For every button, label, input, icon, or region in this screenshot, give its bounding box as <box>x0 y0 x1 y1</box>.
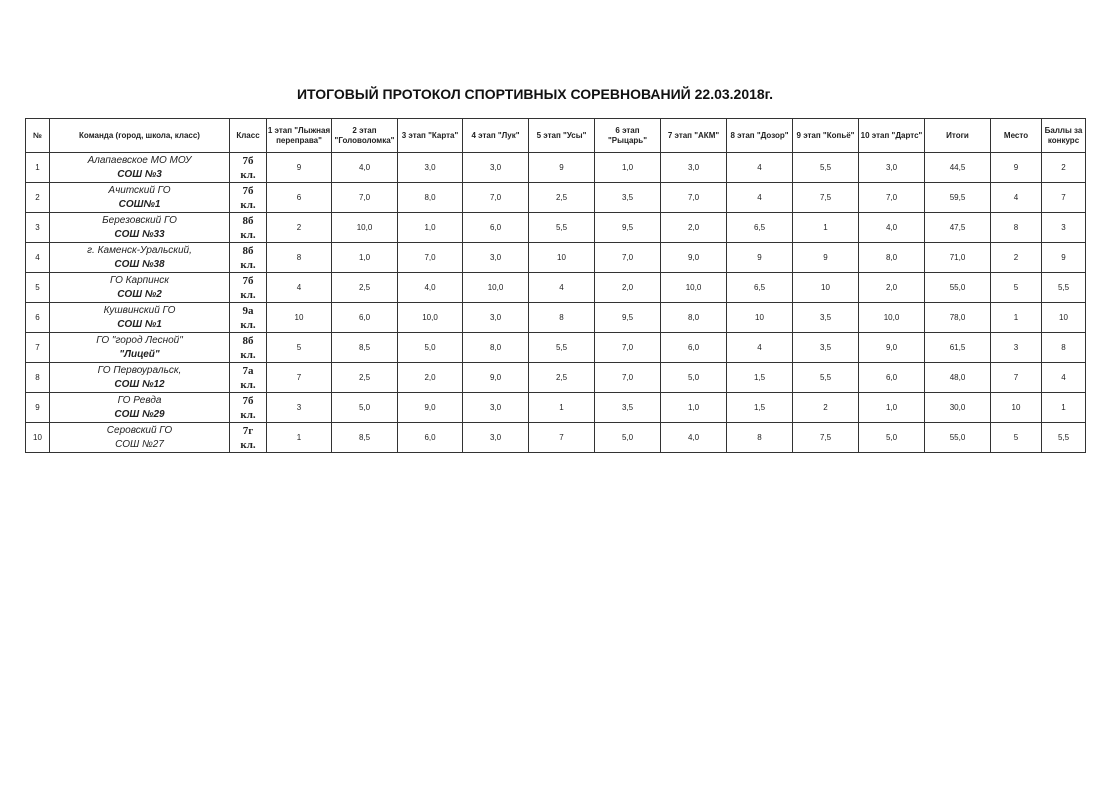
class-suffix: кл. <box>240 408 256 421</box>
score-cell: 1 <box>529 393 595 423</box>
score-cell: 3 <box>1042 213 1086 243</box>
score-cell: 9 <box>793 243 859 273</box>
score-cell: 10 <box>991 393 1042 423</box>
score-cell: 8,5 <box>332 333 398 363</box>
score-cell: 1 <box>991 303 1042 333</box>
score-cell: 1,0 <box>661 393 727 423</box>
score-cell: 2 <box>1042 153 1086 183</box>
score-cell: 9 <box>529 153 595 183</box>
score-cell: 78,0 <box>925 303 991 333</box>
score-cell: 10,0 <box>332 213 398 243</box>
score-cell: 3,0 <box>463 153 529 183</box>
score-cell: 3,5 <box>793 333 859 363</box>
column-header: Место <box>991 119 1042 153</box>
score-cell: 5,5 <box>793 363 859 393</box>
score-cell: 6 <box>267 183 332 213</box>
class-suffix: кл. <box>240 258 256 271</box>
team-city: Серовский ГО <box>106 424 173 436</box>
score-cell: 3 <box>267 393 332 423</box>
class-suffix: кл. <box>240 348 256 361</box>
class-value: 8б <box>242 214 254 227</box>
score-cell: 5,5 <box>529 213 595 243</box>
team-cell <box>50 333 230 363</box>
score-cell: 3,0 <box>463 243 529 273</box>
score-cell: 7,5 <box>793 183 859 213</box>
score-cell: 8 <box>529 303 595 333</box>
score-cell: 7 <box>1042 183 1086 213</box>
column-header: Баллы за конкурс <box>1042 119 1086 153</box>
team-school: СОШ№1 <box>118 198 161 210</box>
score-cell: 3,0 <box>859 153 925 183</box>
score-cell: 61,5 <box>925 333 991 363</box>
class-value: 7б <box>242 394 254 407</box>
score-cell: 8,0 <box>398 183 463 213</box>
score-cell: 6,0 <box>332 303 398 333</box>
team-city: г. Каменск-Уральский, <box>87 244 192 256</box>
score-cell: 5,5 <box>1042 423 1086 453</box>
score-cell: 1,0 <box>595 153 661 183</box>
class-cell <box>230 153 267 183</box>
row-number: 7 <box>26 333 50 363</box>
score-cell: 6,0 <box>661 333 727 363</box>
score-cell: 44,5 <box>925 153 991 183</box>
score-cell: 10 <box>727 303 793 333</box>
team-cell <box>50 213 230 243</box>
team-cell <box>50 243 230 273</box>
score-cell: 7,0 <box>595 363 661 393</box>
team-school: СОШ №33 <box>114 228 165 240</box>
score-cell: 7,0 <box>398 243 463 273</box>
score-cell: 7 <box>529 423 595 453</box>
score-cell: 7,0 <box>332 183 398 213</box>
team-city: Березовский ГО <box>102 214 177 226</box>
score-cell: 1,5 <box>727 393 793 423</box>
score-cell: 7 <box>267 363 332 393</box>
table-row <box>26 153 1086 183</box>
score-cell: 4 <box>267 273 332 303</box>
team-cell <box>50 303 230 333</box>
score-cell: 2,5 <box>529 363 595 393</box>
team-school: СОШ №12 <box>114 378 165 390</box>
score-cell: 4 <box>727 183 793 213</box>
score-cell: 9 <box>727 243 793 273</box>
score-cell: 9,5 <box>595 213 661 243</box>
class-cell <box>230 423 267 453</box>
row-number: 4 <box>26 243 50 273</box>
team-cell <box>50 153 230 183</box>
score-cell: 4 <box>529 273 595 303</box>
score-cell: 7,5 <box>793 423 859 453</box>
row-number: 8 <box>26 363 50 393</box>
team-school: "Лицей" <box>119 348 160 360</box>
team-cell <box>50 183 230 213</box>
score-cell: 4 <box>727 153 793 183</box>
team-school: СОШ №3 <box>117 168 162 180</box>
column-header: 4 этап "Лук" <box>463 119 529 153</box>
score-cell: 55,0 <box>925 273 991 303</box>
score-cell: 7,0 <box>859 183 925 213</box>
score-cell: 3,5 <box>595 393 661 423</box>
score-cell: 2,0 <box>661 213 727 243</box>
column-header: 3 этап "Карта" <box>398 119 463 153</box>
class-cell <box>230 213 267 243</box>
score-cell: 8 <box>267 243 332 273</box>
score-cell: 48,0 <box>925 363 991 393</box>
table-row <box>26 213 1086 243</box>
score-cell: 9 <box>1042 243 1086 273</box>
score-cell: 6,5 <box>727 213 793 243</box>
score-cell: 2,5 <box>332 273 398 303</box>
row-number: 5 <box>26 273 50 303</box>
score-cell: 2 <box>793 393 859 423</box>
score-cell: 5 <box>991 273 1042 303</box>
score-cell: 7,0 <box>595 333 661 363</box>
row-number: 2 <box>26 183 50 213</box>
score-cell: 47,5 <box>925 213 991 243</box>
score-cell: 10 <box>529 243 595 273</box>
class-value: 7г <box>242 424 254 437</box>
score-cell: 6,0 <box>398 423 463 453</box>
score-cell: 59,5 <box>925 183 991 213</box>
column-header: Команда (город, школа, класс) <box>50 119 230 153</box>
score-cell: 8 <box>727 423 793 453</box>
table-row <box>26 333 1086 363</box>
score-cell: 10 <box>1042 303 1086 333</box>
column-header: 9 этап "Копьё" <box>793 119 859 153</box>
score-cell: 5,0 <box>595 423 661 453</box>
score-cell: 55,0 <box>925 423 991 453</box>
column-header: 10 этап "Дартс" <box>859 119 925 153</box>
score-cell: 5,0 <box>859 423 925 453</box>
score-cell: 2 <box>991 243 1042 273</box>
column-header: 6 этап "Рыцарь" <box>595 119 661 153</box>
class-suffix: кл. <box>240 438 256 451</box>
class-cell <box>230 183 267 213</box>
score-cell: 9,5 <box>595 303 661 333</box>
score-cell: 5,0 <box>398 333 463 363</box>
table-row <box>26 363 1086 393</box>
score-cell: 9,0 <box>398 393 463 423</box>
score-cell: 5,0 <box>661 363 727 393</box>
column-header: Итоги <box>925 119 991 153</box>
score-cell: 2,0 <box>859 273 925 303</box>
team-city: ГО Карпинск <box>110 274 169 286</box>
class-value: 8б <box>242 334 254 347</box>
class-suffix: кл. <box>240 378 256 391</box>
score-cell: 4 <box>991 183 1042 213</box>
team-school: СОШ №29 <box>114 408 165 420</box>
score-cell: 3,0 <box>661 153 727 183</box>
class-cell <box>230 393 267 423</box>
table-row <box>26 303 1086 333</box>
team-school: СОШ №1 <box>117 318 162 330</box>
team-cell <box>50 363 230 393</box>
score-cell: 9,0 <box>859 333 925 363</box>
column-header: 5 этап "Усы" <box>529 119 595 153</box>
score-cell: 1 <box>267 423 332 453</box>
score-cell: 10,0 <box>661 273 727 303</box>
score-cell: 1,0 <box>859 393 925 423</box>
score-cell: 1,0 <box>398 213 463 243</box>
score-cell: 3 <box>991 333 1042 363</box>
score-cell: 8,0 <box>463 333 529 363</box>
score-cell: 9 <box>267 153 332 183</box>
score-cell: 10,0 <box>859 303 925 333</box>
column-header: 7 этап "АКМ" <box>661 119 727 153</box>
class-value: 9а <box>242 304 254 317</box>
team-city: ГО Первоуральск, <box>97 364 182 376</box>
column-header: 8 этап "Дозор" <box>727 119 793 153</box>
score-cell: 2 <box>267 213 332 243</box>
class-value: 7а <box>242 364 254 377</box>
team-city: ГО "город Лесной" <box>96 334 183 346</box>
score-cell: 2,5 <box>332 363 398 393</box>
team-school: СОШ №2 <box>117 288 162 300</box>
score-cell: 71,0 <box>925 243 991 273</box>
score-cell: 2,0 <box>595 273 661 303</box>
column-header: 1 этап "Лыжная переправа" <box>267 119 332 153</box>
class-suffix: кл. <box>240 318 256 331</box>
score-cell: 8,0 <box>859 243 925 273</box>
score-cell: 5,5 <box>1042 273 1086 303</box>
score-cell: 8 <box>991 213 1042 243</box>
team-city: Алапаевское МО МОУ <box>87 154 192 166</box>
score-cell: 1,5 <box>727 363 793 393</box>
team-school: СОШ №27 <box>115 438 164 450</box>
score-cell: 5,5 <box>529 333 595 363</box>
score-cell: 7,0 <box>595 243 661 273</box>
score-cell: 3,0 <box>463 393 529 423</box>
class-suffix: кл. <box>240 198 256 211</box>
score-cell: 6,5 <box>727 273 793 303</box>
column-header: Класс <box>230 119 267 153</box>
score-cell: 5,0 <box>332 393 398 423</box>
score-cell: 4,0 <box>398 273 463 303</box>
score-cell: 3,0 <box>463 303 529 333</box>
score-cell: 7 <box>991 363 1042 393</box>
class-cell <box>230 303 267 333</box>
score-cell: 1 <box>1042 393 1086 423</box>
results-table <box>25 118 1086 453</box>
class-cell <box>230 333 267 363</box>
score-cell: 5,5 <box>793 153 859 183</box>
team-cell <box>50 423 230 453</box>
class-suffix: кл. <box>240 288 256 301</box>
class-value: 7б <box>242 274 254 287</box>
class-value: 7б <box>242 184 254 197</box>
score-cell: 8,0 <box>661 303 727 333</box>
class-suffix: кл. <box>240 168 256 181</box>
class-cell <box>230 273 267 303</box>
row-number: 9 <box>26 393 50 423</box>
table-row <box>26 393 1086 423</box>
score-cell: 4,0 <box>661 423 727 453</box>
score-cell: 4 <box>727 333 793 363</box>
score-cell: 9 <box>991 153 1042 183</box>
team-cell <box>50 273 230 303</box>
class-suffix: кл. <box>240 228 256 241</box>
team-city: Кушвинский ГО <box>103 304 176 316</box>
score-cell: 4,0 <box>332 153 398 183</box>
score-cell: 1,0 <box>332 243 398 273</box>
team-cell <box>50 393 230 423</box>
score-cell: 10,0 <box>398 303 463 333</box>
score-cell: 8,5 <box>332 423 398 453</box>
team-school: СОШ №38 <box>114 258 165 270</box>
table-row <box>26 423 1086 453</box>
row-number: 3 <box>26 213 50 243</box>
score-cell: 3,5 <box>595 183 661 213</box>
column-header: № <box>26 119 50 153</box>
table-row <box>26 243 1086 273</box>
score-cell: 5 <box>991 423 1042 453</box>
table-row <box>26 273 1086 303</box>
score-cell: 3,5 <box>793 303 859 333</box>
document-title: ИТОГОВЫЙ ПРОТОКОЛ СПОРТИВНЫХ СОРЕВНОВАНИЙ 22.03.2018г. <box>296 86 774 102</box>
score-cell: 10 <box>267 303 332 333</box>
table-row <box>26 183 1086 213</box>
score-cell: 2,0 <box>398 363 463 393</box>
score-cell: 7,0 <box>661 183 727 213</box>
score-cell: 7,0 <box>463 183 529 213</box>
score-cell: 4 <box>1042 363 1086 393</box>
score-cell: 6,0 <box>463 213 529 243</box>
row-number: 10 <box>26 423 50 453</box>
score-cell: 30,0 <box>925 393 991 423</box>
score-cell: 10,0 <box>463 273 529 303</box>
score-cell: 8 <box>1042 333 1086 363</box>
score-cell: 5 <box>267 333 332 363</box>
row-number: 6 <box>26 303 50 333</box>
score-cell: 10 <box>793 273 859 303</box>
team-city: ГО Ревда <box>117 394 162 406</box>
score-cell: 1 <box>793 213 859 243</box>
row-number: 1 <box>26 153 50 183</box>
score-cell: 4,0 <box>859 213 925 243</box>
class-cell <box>230 243 267 273</box>
score-cell: 9,0 <box>661 243 727 273</box>
class-cell <box>230 363 267 393</box>
team-city: Ачитский ГО <box>108 184 171 196</box>
class-value: 7б <box>242 154 254 167</box>
score-cell: 3,0 <box>398 153 463 183</box>
score-cell: 2,5 <box>529 183 595 213</box>
class-value: 8б <box>242 244 254 257</box>
score-cell: 3,0 <box>463 423 529 453</box>
score-cell: 6,0 <box>859 363 925 393</box>
header-row <box>26 119 1086 153</box>
score-cell: 9,0 <box>463 363 529 393</box>
column-header: 2 этап "Головоломка" <box>332 119 398 153</box>
